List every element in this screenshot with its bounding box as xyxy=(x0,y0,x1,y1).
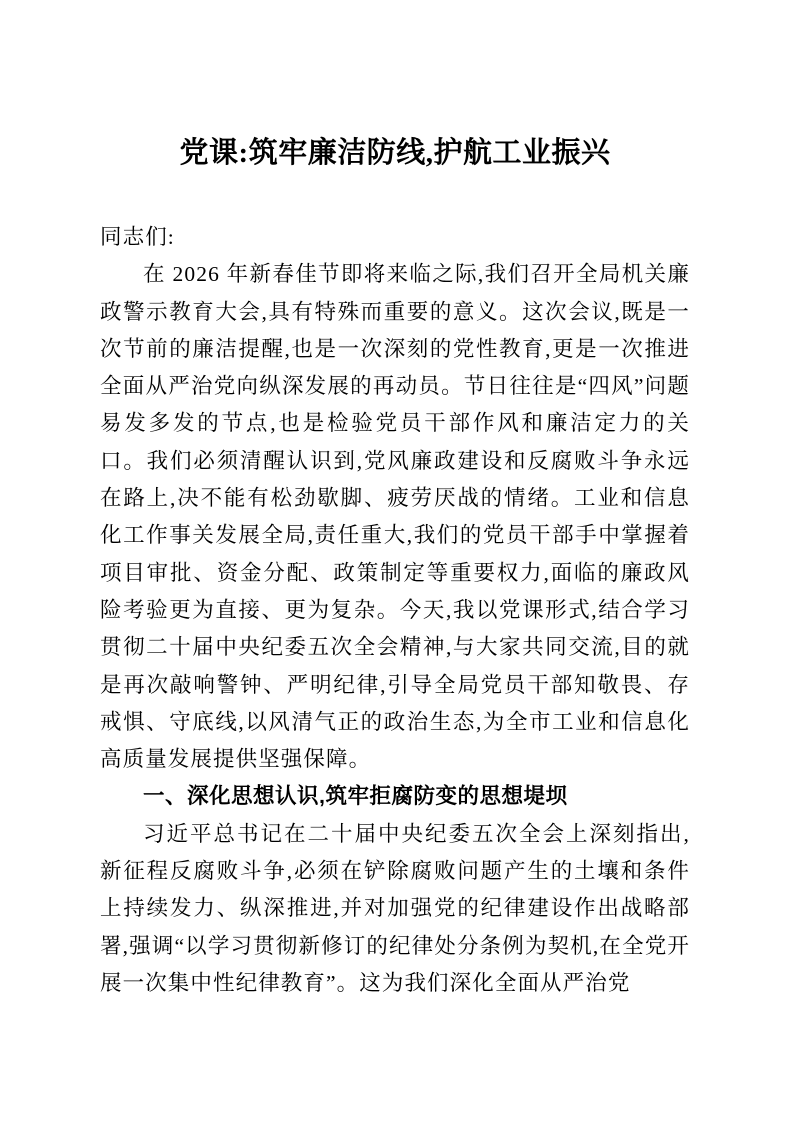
salutation: 同志们: xyxy=(100,225,175,249)
paragraph-section-1: 习近平总书记在二十届中央纪委五次全会上深刻指出,新征程反腐败斗争,必须在铲除腐败问题产生的土壤和条件上持续发力、纵深推进,并对加强党的纪律建设作出战略部署,强调“以学习贯彻新修订的纪律处分条例为契机,在全党开展一次集中性纪律教育”。这为我们深化全面从严治党 xyxy=(100,821,690,995)
section-heading-1: 一、深化思想认识,筑牢拒腐防变的思想堤坝 xyxy=(143,784,568,809)
document-title: 党课:筑牢廉洁防线,护航工业振兴 xyxy=(179,137,611,169)
paragraph-intro: 在 2026 年新春佳节即将来临之际,我们召开全局机关廉政警示教育大会,具有特殊而重要的意义。这次会议,既是一次节前的廉洁提醒,也是一次深刻的党性教育,更是一次推进全面从严治党向纵深发展的再动员。节日往往是“四风”问题易发多发的节点,也是检验党员干部作风和廉洁定力的关口。我们必须清醒认识到,党风廉政建设和反腐败斗争永远在路上,决不能有松劲歇脚、疲劳厌战的情绪。工业和信息化工作事关发展全局,责任重大,我们的党员干部手中掌握着项目审批、资金分配、政策制定等重要权力,面临的廉政风险考验更为直接、更为复杂。今天,我以党课形式,结合学习贯彻二十届中央纪委五次全会精神,与大家共同交流,目的就是再次敲响警钟、严明纪律,引导全局党员干部知敬畏、存戒惧、守底线,以风清气正的政治生态,为全市工业和信息化高质量发展提供坚强保障。 xyxy=(100,262,690,772)
